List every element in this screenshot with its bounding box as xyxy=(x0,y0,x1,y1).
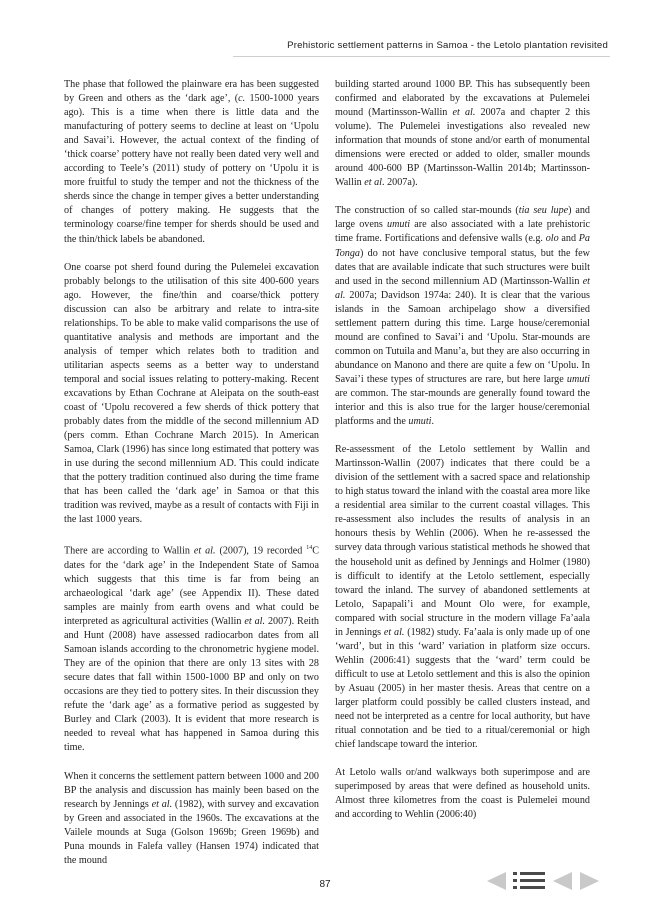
right-paragraph-1: building started around 1000 BP. This has subsequently been confirmed and elaborated by the excavations at Pulemelei mound (Martinsson-Wallin et al. 2007a and chapter 2 this volume). The Pulemelei investigations also revealed new information that mounds of stone and/or earth of monumental dimensions were erected or added to older, smaller mounds around 400-600 BP (Martinsson-Wallin 2014b; Martinsson-Wallin et al. 2007a). xyxy=(335,79,590,189)
left-paragraph-4: When it concerns the settlement pattern between 1000 and 200 BP the analysis and discussion has mainly been based on the research by Jennings et al. (1982), with survey and excavation by Green and associated in the 1960s. The excavations at the Vailele mounds at Suga (Golson 1969b; Green 1969b) and Puna mounds in Falefa valley (Hansen 1974) indicated that the mound xyxy=(64,770,319,866)
left-paragraph-2: One coarse pot sherd found during the Pulemelei excavation probably belongs to the utilisation of this site 400-600 years ago. However, the fine/thin and coarse/thick pottery discussion can also be arbitrary and relate to intra-site relationships. To be able to make valid comparisons the use of quantitative analysis and methods are important and the analysis of temper which relates both to tradition and utilitarian aspects seems as a better way to understand temporal and social issues relating to pottery-making. Recent excavations by Ethan Cochrane at Aleipata on the south-east coast of ‘Upolu recovered a few sherds of thick pottery that probably dates from the middle of the second millennium AD (pers comm. Ethan Cochrane March 2015). In American Samoa, Clark (1996) has since long estimated that pottery was in use during the second millennium AD. This could indicate that the pottery tradition continued also during the time frame that has been called the ‘dark age’ in Samoa or that this tradition was revived, maybe as a result of contacts with Fiji in the last 1000 years. xyxy=(64,261,319,526)
left-paragraph-1: The phase that followed the plainware era has been suggested by Green and others as the ‘dark age’, (c. 1500-1000 years ago). This is a time when there is little data and the manufacturing of pottery seems to decline at least on ‘Upolu and Savai’i. However, the actual context of the finding of ‘thick coarse’ pottery have not really been dated very well and according to Teele’s (2011) study of pottery on ‘Upolu it is more fruitful to study the temper and not the thickness of the sherds since the change in temper gives a better understanding of changes of pottery making. He suggests that the terminology coarse/fine temper for sherds should be used and the thin/thick labels be abandoned. xyxy=(64,79,320,245)
header-divider xyxy=(233,56,610,57)
left-paragraph-3: There are according to Wallin et al. (2007), 19 recorded $^{14}$C dates for the ‘dark age’ in the Independent State of Samoa which suggests that this time is far from being an archaeological ‘dark age’ (see Appendix II). These dated samples are mainly from earth ovens and what could be interpreted as agricultural activities (Wallin et al. 2007). Reith and Hunt (2008) have assessed radiocarbon dates from all Samoan islands according to the chronometric hygiene model. They are of the opinion that there are only 13 sites with 28 secure dates that fall within 1500-1000 BP and only on two occasions are they tied to pottery sites. In their discussion they refute the ‘dark age’ as a formative period as suggested by Burley and Clark (2003). It is evident that more research is needed to reveal what has happened in Samoa during this time. xyxy=(64,545,320,754)
right-column xyxy=(335,78,590,822)
page-navigation xyxy=(484,866,602,896)
right-paragraph-3: Re-assessment of the Letolo settlement by Wallin and Martinsson-Wallin (2007) indicates that there could be a division of the settlement with a sacred space and relationship to high status toward the inland with the coastal area more like a residential area similar to the current coastal villages. This re-assessment also includes the results of analysis in an honours thesis by Wehlin (2006). When he re-assessed the survey data through various statistical methods he showed that the household unit as defined by Jennings and Holmer (1980) is difficult to identify at the Letolo settlement, especially toward the inland. The survey of abandoned settlements at Letolo, Sapapali’i and Mount Olo were, for example, compared with social structure in the modern village Fa’aala in Jennings et al. (1982) study. Fa’aala is only made up of one ‘ward’, but in this ‘ward’ variation in platform size occurs. Wehlin (2006:41) suggests that the ‘ward’ term could be difficult to use at Letolo settlement and this is also the opinion by Asuau (2005) in her master thesis. Areas that centre on a larger platform could possibly be called clusters instead, and need not be interpreted as a centre for local authority, but have ritual connotation and be tied to a ritual/ceremonial or high chief landscape toward the interior. xyxy=(335,444,590,751)
running-header-text: Prehistoric settlement patterns in Samoa - the Letolo plantation revisited xyxy=(287,40,608,51)
running-header xyxy=(287,40,608,51)
right-paragraph-2: The construction of so called star-mounds (tia seu lupe) and large ovens umuti are also associated with a late prehistoric time frame. Fortifications and defensive walls (e.g. olo and Pa Tonga) do not have conclusive temporal status, but the few dates that are available indicate that such structures were built and used in the second millennium AD (Martinsson-Wallin et al. 2007a; Davidson 1974a: 240). It is clear that the various islands in the Samoan archipelago show a diversified settlement pattern during this time. Large house/ceremonial mound are confined to Savai’i and ‘Upolu. Star-mounds are common on Tutuila and Manu’a, but they are also occurring in abundance on Manono and there are quite a few on ‘Upolu. In Savai’i these types of structures are rare, but here large umuti are common. The star-mounds are generally found toward the interior and this is also true for the larger house/ceremonial platforms and the umuti. xyxy=(335,205,590,428)
right-paragraph-4: At Letolo walls or/and walkways both superimpose and are superimposed by areas that were defined as household units. Almost three kilometres from the coast is Pulemelei mound and according to Wehlin (2006:40) xyxy=(335,767,590,821)
previous-page-icon[interactable] xyxy=(484,870,508,892)
back-page-icon[interactable] xyxy=(550,870,574,892)
left-column xyxy=(64,78,319,868)
menu-icon[interactable] xyxy=(512,870,546,892)
page-number: 87 xyxy=(319,879,331,890)
next-page-icon[interactable] xyxy=(578,870,602,892)
